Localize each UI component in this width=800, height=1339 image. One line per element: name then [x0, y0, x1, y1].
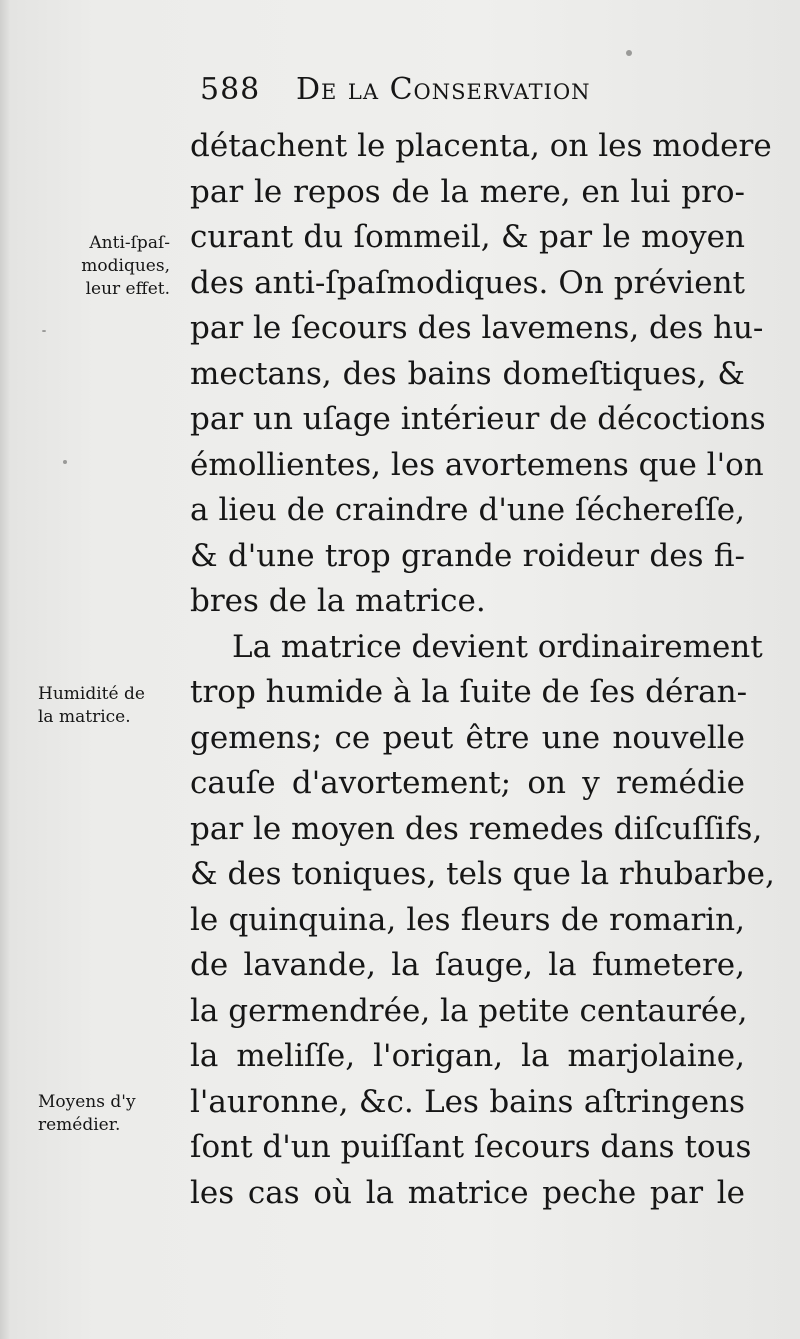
text-line: & des toniques, tels que la rhubarbe, [190, 856, 775, 892]
text-line: par un uſage intérieur de décoctions [190, 401, 766, 437]
text-line: mectans, des bains domeſtiques, & [190, 355, 745, 392]
text-line: l'auronne, &c. Les bains aſtringens [190, 1083, 745, 1120]
ink-speck [63, 460, 67, 464]
marginal-note-line: Moyens d'y [38, 1092, 136, 1112]
text-line: par le moyen des remedes diſcuſſifs, [190, 810, 763, 847]
text-line: par le repos de la mere, en lui pro- [190, 173, 745, 210]
ink-speck [42, 330, 46, 332]
text-line: de lavande, la ſauge, la fumetere, [190, 947, 745, 983]
text-line: gemens; ce peut être une nouvelle [190, 719, 745, 756]
running-head-title: De la Conservation [296, 72, 591, 107]
text-line: trop humide à la ſuite de ſes déran- [190, 674, 748, 710]
marginal-note-line: leur effet. [85, 279, 170, 299]
text-line: des anti-ſpaſmodiques. On prévient [190, 264, 745, 301]
marginal-note-antispasmodiques [40, 232, 170, 301]
marginal-note-line: Anti-ſpaſ- [89, 233, 170, 253]
marginal-note-moyens [38, 1091, 178, 1137]
marginal-note-line: modiques, [81, 256, 170, 276]
running-head [200, 72, 760, 116]
text-line: a lieu de craindre d'une ſéchereſſe, [190, 492, 745, 528]
text-line: par le ſecours des lavemens, des hu- [190, 310, 764, 346]
body-text [190, 124, 775, 1216]
text-line: le quinquina, les fleurs de romarin, [190, 901, 745, 938]
marginal-note-line: Humidité de [38, 684, 145, 704]
text-line: la meliſſe, l'origan, la marjolaine, [190, 1038, 745, 1074]
marginal-note-line: la matrice. [38, 707, 131, 727]
paragraph-start-line: La matrice devient ordinairement [232, 628, 763, 665]
page-gutter-shadow [0, 0, 10, 1339]
page-number: 588 [200, 72, 261, 107]
text-line: cauſe d'avortement; on y remédie [190, 765, 745, 801]
text-line: & d'une trop grande roideur des fi- [190, 537, 745, 574]
text-line: la germendrée, la petite centaurée, [190, 992, 748, 1029]
text-line: détachent le placenta, on les modere [190, 128, 772, 164]
marginal-note-humidite [38, 683, 182, 729]
ink-speck [626, 50, 632, 56]
text-line: curant du ſommeil, & par le moyen [190, 219, 745, 255]
text-line: ſont d'un puiſſant ſecours dans tous [190, 1129, 752, 1165]
text-line: les cas où la matrice peche par le [190, 1174, 745, 1211]
marginal-note-line: remédier. [38, 1115, 121, 1135]
text-line: bres de la matrice. [190, 583, 486, 619]
text-line: émollientes, les avortemens que l'on [190, 446, 764, 483]
